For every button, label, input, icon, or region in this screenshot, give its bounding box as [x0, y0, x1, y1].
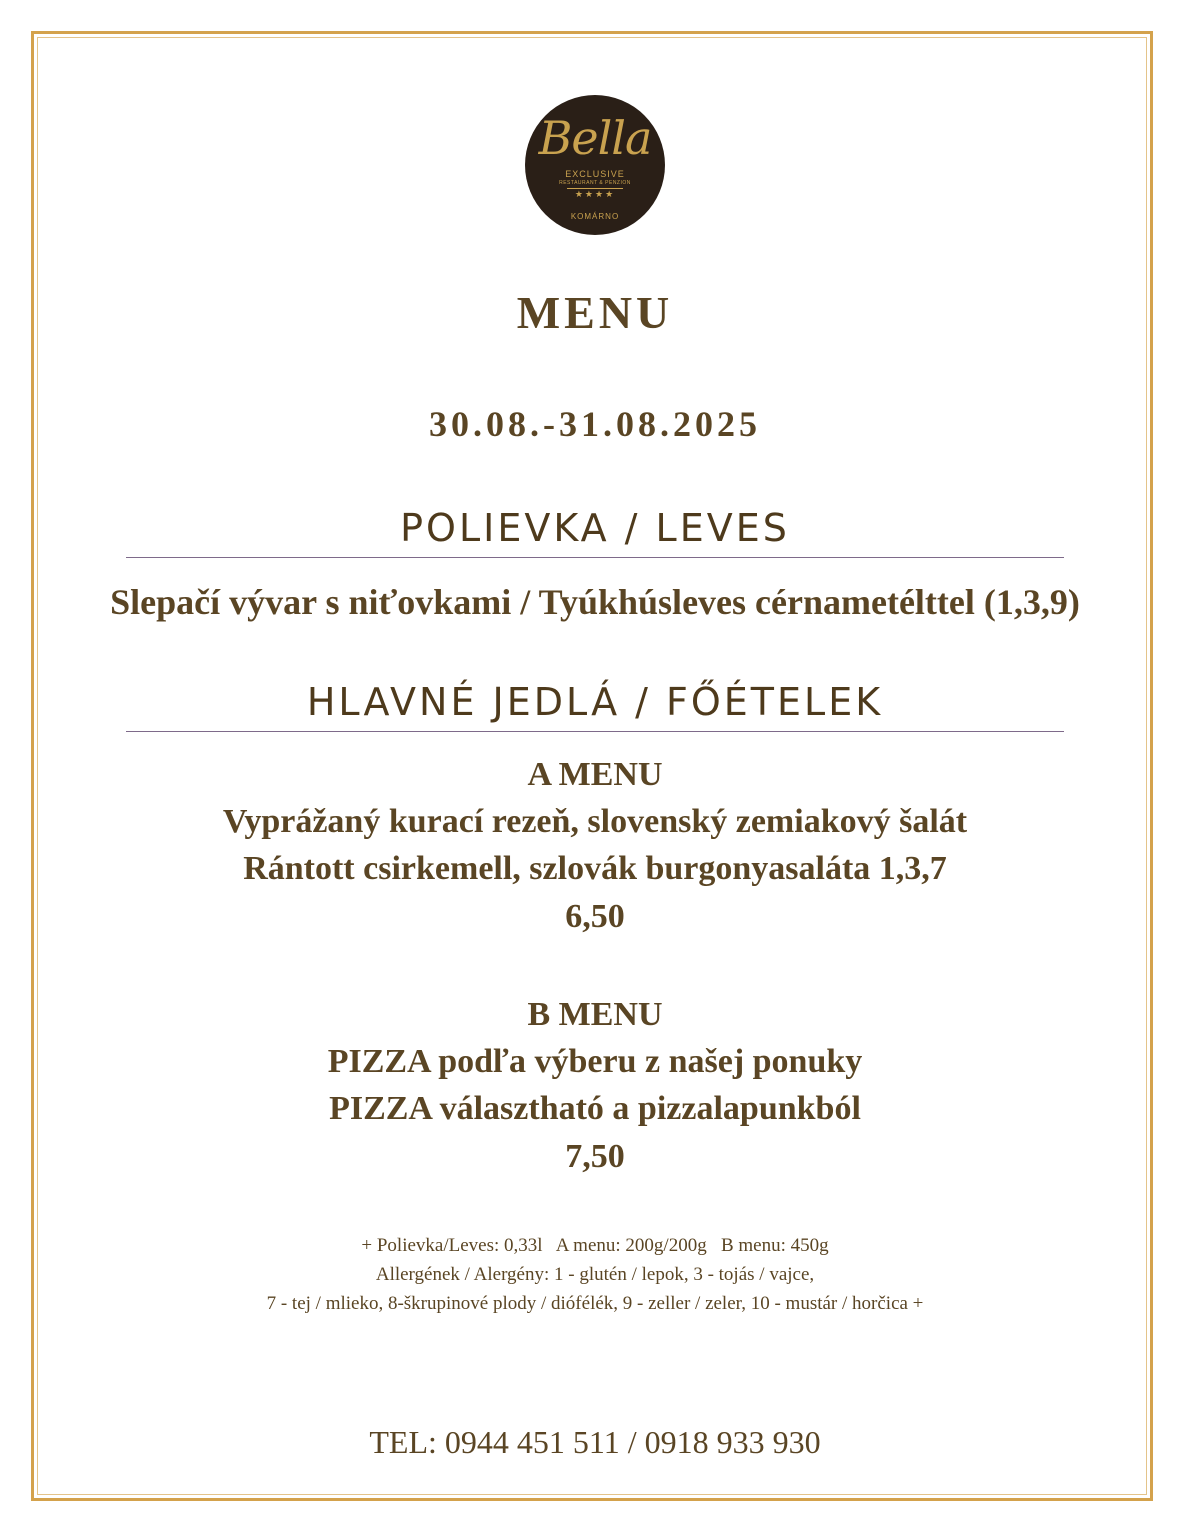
b-menu-price: 7,50 [565, 1138, 625, 1175]
b-menu-title: B MENU [527, 996, 663, 1033]
soup-heading: POLIEVKA / LEVES [400, 506, 790, 550]
portion-note: + Polievka/Leves: 0,33l A menu: 200g/200g B menu: 450g [361, 1235, 829, 1256]
mains-divider [126, 731, 1064, 732]
logo-stars: ★★★★ [574, 189, 616, 199]
menu-date: 30.08.-31.08.2025 [429, 404, 761, 444]
logo-exclusive-text: EXCLUSIVE [565, 169, 625, 179]
phone-contact: TEL: 0944 451 511 / 0918 933 930 [369, 1424, 821, 1460]
a-menu-price: 6,50 [565, 898, 625, 935]
restaurant-logo [525, 95, 665, 235]
logo-script-text: Bella [538, 111, 652, 165]
menu-title: MENU [516, 287, 674, 338]
b-menu-line-sk: PIZZA podľa výberu z našej ponuky [327, 1043, 863, 1080]
soup-divider [126, 557, 1064, 558]
a-menu-line-sk: Vyprážaný kurací rezeň, slovenský zemiakový šalát [222, 803, 968, 840]
mains-heading: HLAVNÉ JEDLÁ / FŐÉTELEK [306, 680, 884, 724]
a-menu-line-hu: Rántott csirkemell, szlovák burgonyasaláta 1,3,7 [243, 850, 947, 887]
a-menu-title: A MENU [527, 756, 663, 793]
allergen-note-2: 7 - tej / mlieko, 8-škrupinové plody / diófélék, 9 - zeller / zeler, 10 - mustár / horčica + [266, 1293, 924, 1314]
logo-city-text: KOMÁRNO [570, 212, 620, 221]
soup-item: Slepačí vývar s niťovkami / Tyúkhúsleves cérnametélttel (1,3,9) [110, 582, 1080, 622]
allergen-note-1: Allergének / Alergény: 1 - glutén / lepok, 3 - tojás / vajce, [375, 1264, 815, 1285]
b-menu-line-hu: PIZZA választható a pizzalapunkból [329, 1090, 861, 1127]
logo-subtitle-text: RESTAURANT & PENZION [559, 180, 631, 186]
